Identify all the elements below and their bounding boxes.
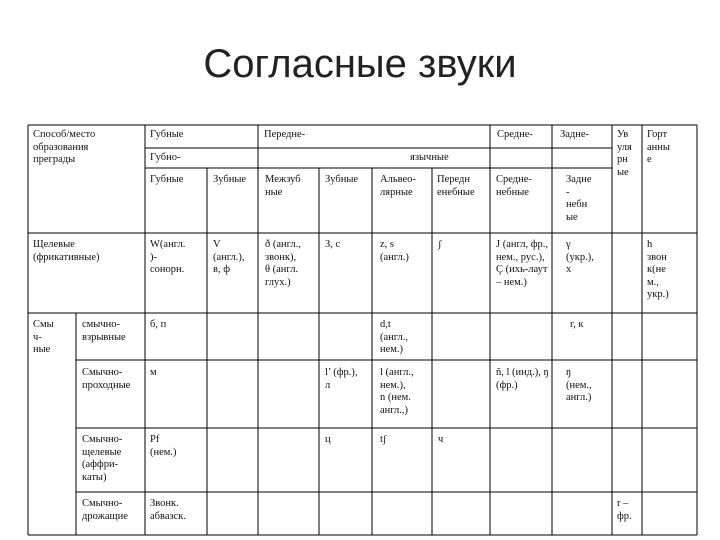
cell-sonorant-alveolar: l (англ., нем.), n (нем. англ.,) — [380, 367, 414, 416]
row-label-fricative: Щелевые (фрикативные) — [33, 239, 100, 263]
header-alveolar: Альвео- лярные — [380, 174, 416, 198]
cell-affricate-prepalatal: ч — [438, 434, 444, 445]
cell-trill-uvular: r – фр. — [617, 498, 632, 522]
header-interdental: Межзуб ные — [265, 174, 301, 198]
header-midpalatal: Средне- небные — [496, 174, 532, 198]
header-bilabial: Губные — [150, 174, 184, 185]
header-prepalatal: Передн енебные — [437, 174, 475, 198]
header-backpalatal: Задне - небн ые — [566, 174, 592, 223]
header-glottal: Горт анны е — [647, 129, 670, 165]
cell-sonorant-bilabial: м — [150, 367, 157, 378]
cell-affricate-alveolar: tʃ — [380, 434, 387, 445]
cell-affricate-dental-2: ц — [325, 434, 331, 445]
cell-fricative-interdental: ð (англ., звонк), θ (англ. глух.) — [265, 239, 301, 288]
row-label-plosive: смычно- взрывные — [82, 319, 126, 343]
cell-trill-bilabial: Звонк. абвазск. — [150, 498, 187, 522]
header-dental: Зубные — [213, 174, 247, 185]
row-group-label-occlusive: Смы ч- ные — [33, 319, 54, 355]
row-label-sonorant: Смычно- проходные — [82, 367, 131, 391]
cell-affricate-bilabial: Pf (нем.) — [150, 434, 177, 458]
header-back: Задне- — [560, 129, 590, 140]
cell-fricative-prepalatal: ʃ — [438, 239, 442, 250]
row-label-trill: Смычно- дрожащие — [82, 498, 128, 522]
header-dental-2: Зубные — [325, 174, 359, 185]
cell-fricative-dental: V (англ.), в, ф — [213, 239, 245, 275]
cell-fricative-glottal: h звон к(не м., укр.) — [647, 239, 669, 300]
cell-fricative-dental-2: З, с — [325, 239, 341, 250]
cell-plosive-alveolar: d,t (англ., нем.) — [380, 319, 409, 355]
cell-fricative-midpalatal: J (англ, фр., нем., рус.), Ç (ихь-лаут – нем.) — [496, 239, 549, 288]
cell-sonorant-dental-2: l’ (фр.), л — [325, 367, 358, 391]
header-method: Способ/место образования преграды — [33, 129, 96, 165]
cell-plosive-bilabial: б, п — [150, 319, 167, 330]
cell-fricative-alveolar: z, s (англ.) — [380, 239, 409, 263]
header-middle: Средне- — [497, 129, 533, 140]
cell-fricative-backpalatal: γ (укр.), х — [566, 239, 594, 275]
header-labial: Губные — [150, 129, 184, 140]
header-lingual: язычные — [410, 152, 449, 163]
header-labio: Губно- — [150, 152, 181, 163]
row-label-affricate: Смычно- щелевые (аффри- каты) — [82, 434, 123, 483]
cell-fricative-bilabial: W(англ. )- сонорн. — [150, 239, 186, 275]
slide-title: Согласные звуки — [203, 42, 517, 86]
cell-sonorant-midpalatal: ñ, l (инд.), ŋ (фр.) — [496, 367, 549, 391]
header-uvular: Ув уля рн ые — [617, 129, 632, 178]
header-front: Передне- — [264, 129, 306, 140]
cell-sonorant-backpalatal: ŋ (нем., англ.) — [566, 367, 592, 403]
cell-plosive-back: г, к — [570, 319, 584, 330]
